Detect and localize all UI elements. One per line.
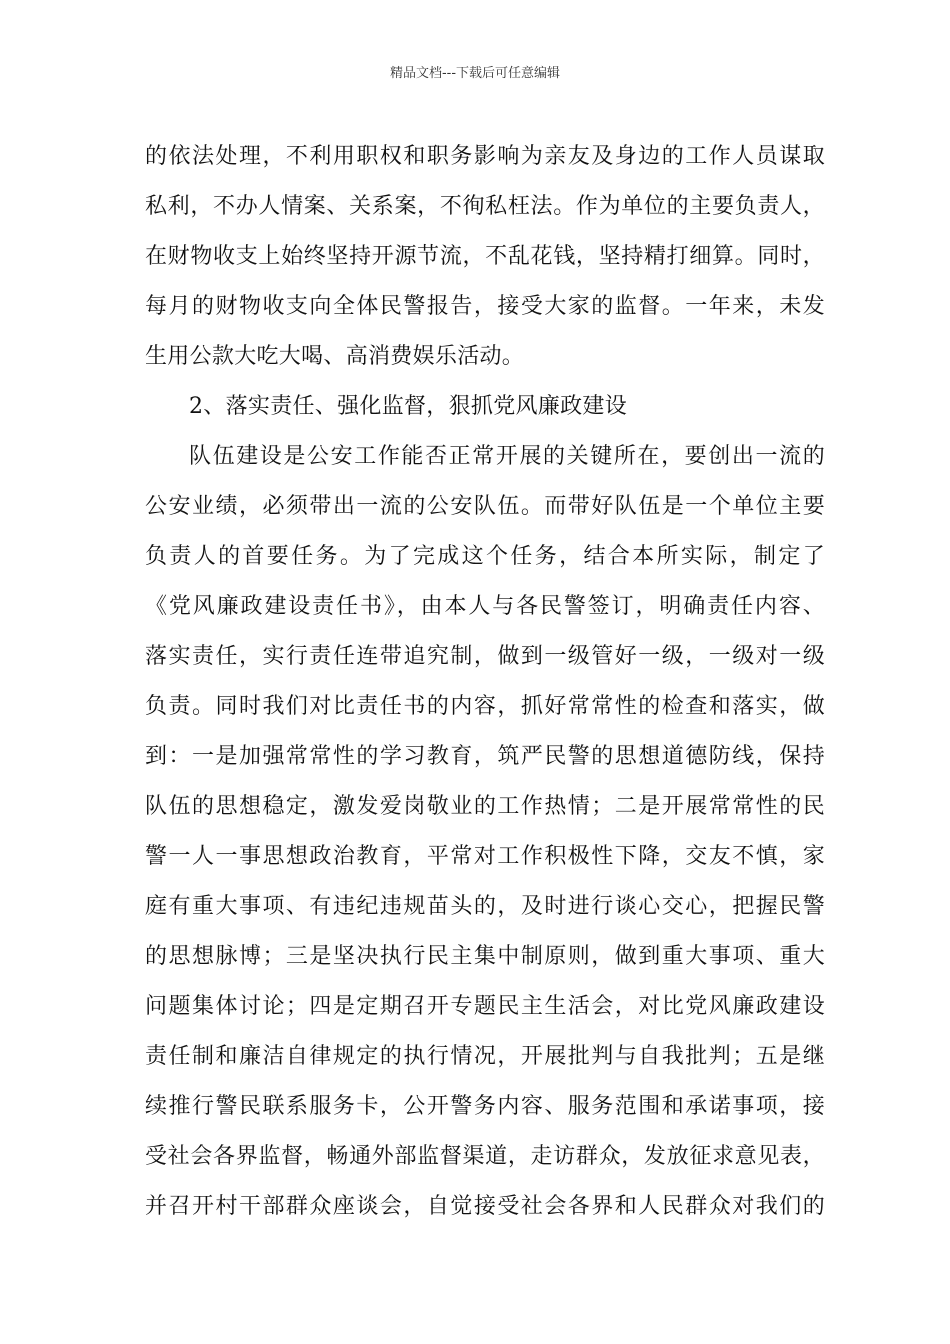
body-line: 责任制和廉洁自律规定的执行情况，开展批判与自我批判；五是继 — [145, 1044, 825, 1069]
body-line: 队伍的思想稳定，激发爱岗敬业的工作热情；二是开展常常性的民 — [145, 794, 825, 819]
body-line: 问题集体讨论；四是定期召开专题民主生活会，对比党风廉政建设 — [145, 994, 825, 1019]
body-line: 的思想脉博；三是坚决执行民主集中制原则，做到重大事项、重大 — [145, 944, 825, 969]
body-line: 公安业绩，必须带出一流的公安队伍。而带好队伍是一个单位主要 — [145, 494, 825, 519]
body-line: 到：一是加强常常性的学习教育，筑严民警的思想道德防线，保持 — [145, 744, 825, 769]
body-line: 每月的财物收支向全体民警报告，接受大家的监督。一年来，未发 — [145, 294, 825, 319]
body-line: 落实责任，实行责任连带追究制，做到一级管好一级，一级对一级 — [145, 644, 825, 669]
body-line: 的依法处理，不利用职权和职务影响为亲友及身边的工作人员谋取 — [145, 144, 825, 169]
document-body — [145, 132, 825, 1232]
body-line: 《党风廉政建设责任书》，由本人与各民警签订，明确责任内容、 — [145, 594, 825, 619]
body-line: 续推行警民联系服务卡，公开警务内容、服务范围和承诺事项，接 — [145, 1094, 825, 1119]
body-line: 庭有重大事项、有违纪违规苗头的，及时进行谈心交心，把握民警 — [145, 894, 825, 919]
body-line: 生用公款大吃大喝、高消费娱乐活动。 — [145, 344, 525, 369]
body-line: 队伍建设是公安工作能否正常开展的关键所在，要创出一流的 — [189, 444, 825, 469]
page-header: 精品文档---下载后可任意编辑 — [389, 66, 561, 81]
body-line: 在财物收支上始终坚持开源节流，不乱花钱，坚持精打细算。同时， — [145, 244, 825, 269]
body-line: 受社会各界监督，畅通外部监督渠道，走访群众，发放征求意见表， — [145, 1144, 825, 1169]
body-line: 负责人的首要任务。为了完成这个任务，结合本所实际，制定了 — [145, 544, 825, 569]
body-line: 私利，不办人情案、关系案，不徇私枉法。作为单位的主要负责人， — [145, 194, 825, 219]
body-line: 警一人一事思想政治教育，平常对工作积极性下降，交友不慎，家 — [145, 844, 825, 869]
section-heading: 2、落实责任、强化监督，狠抓党风廉政建设 — [189, 394, 627, 419]
body-line: 负责。同时我们对比责任书的内容，抓好常常性的检查和落实，做 — [145, 694, 825, 719]
body-line: 并召开村干部群众座谈会，自觉接受社会各界和人民群众对我们的 — [145, 1194, 825, 1219]
